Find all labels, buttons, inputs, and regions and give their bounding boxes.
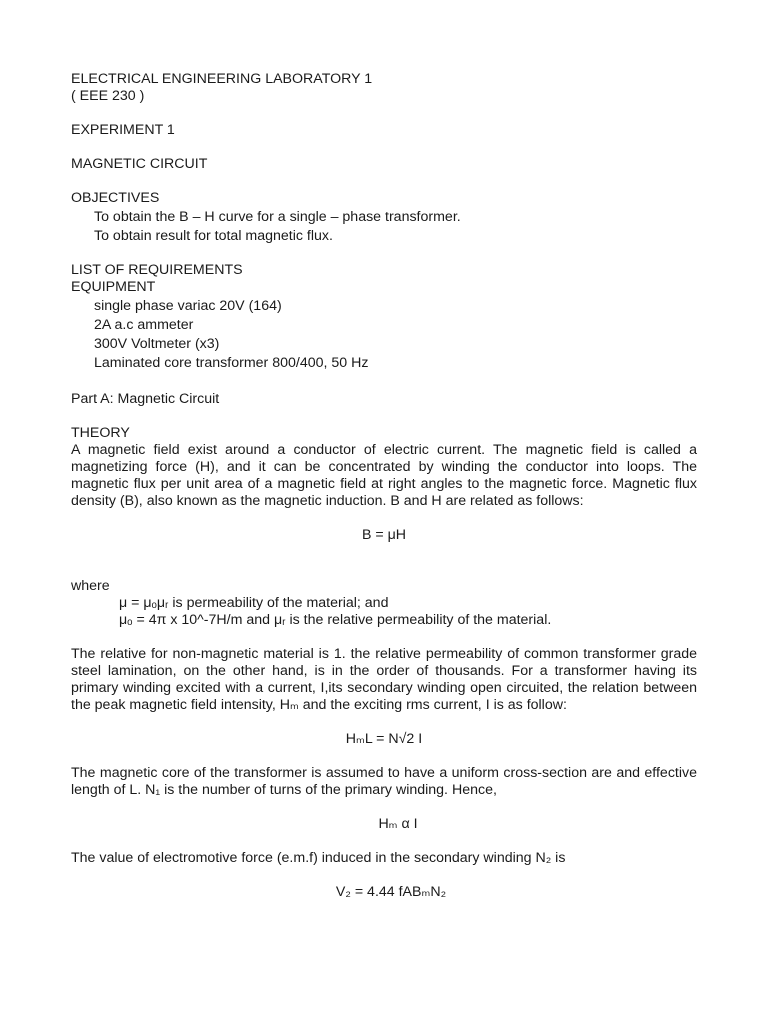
equipment-item: Laminated core transformer 800/400, 50 Hz [94,355,369,371]
part-a-heading: Part A: Magnetic Circuit [71,391,220,407]
equation-hml: HₘL = N√2 I [345,731,423,747]
objective-item: To obtain result for total magnetic flux. [94,228,333,244]
theory-paragraph-1: A magnetic field exist around a conductor of electric current. The magnetic field is called a magnetizing force (H), and it can be concentrated by winding the conductor into loops. The magnetic flux per unit area of a magnetic field at right angles to the magnetic force. Magnetic flux density (B), also known as the magnetic induction. B and H are related as follows: [71,442,697,509]
where-item: μ = μₒμᵣ is permeability of the material; and [119,595,389,611]
where-label: where [71,578,110,594]
theory-paragraph-2: The relative for non-magnetic material is 1. the relative permeability of common transformer grade steel lamination, on the other hand, is in the order of thousands. For a transformer having its primary winding excited with a current, I,its secondary winding open circuited, the relation between the peak magnetic field intensity, Hₘ and the exciting rms current, I is as follow: [71,646,697,713]
objectives-heading: OBJECTIVES [71,190,160,206]
equipment-item: 2A a.c ammeter [94,317,194,333]
experiment-title: MAGNETIC CIRCUIT [71,156,208,172]
objective-item: To obtain the B – H curve for a single – phase transformer. [94,209,461,225]
lab-title: ELECTRICAL ENGINEERING LABORATORY 1 [71,71,373,87]
equipment-subheading: EQUIPMENT [71,279,156,295]
theory-paragraph-4: The value of electromotive force (e.m.f) induced in the secondary winding N₂ is [71,850,566,866]
equation-v2: V₂ = 4.44 fABₘN₂ [335,884,447,900]
course-code: ( EEE 230 ) [71,88,145,104]
experiment-number: EXPERIMENT 1 [71,122,175,138]
theory-paragraph-3: The magnetic core of the transformer is assumed to have a uniform cross-section are and effective length of L. N₁ is the number of turns of the primary winding. Hence, [71,765,697,798]
equipment-item: single phase variac 20V (164) [94,298,282,314]
document-page [71,71,697,901]
equation-b-mu-h: B = μH [361,527,407,543]
requirements-heading: LIST OF REQUIREMENTS [71,262,243,278]
where-item: μₒ = 4π x 10^-7H/m and μᵣ is the relative permeability of the material. [119,612,552,628]
equipment-item: 300V Voltmeter (x3) [94,336,220,352]
equation-hm-proportional: Hₘ α I [378,816,418,832]
theory-heading: THEORY [71,425,130,441]
